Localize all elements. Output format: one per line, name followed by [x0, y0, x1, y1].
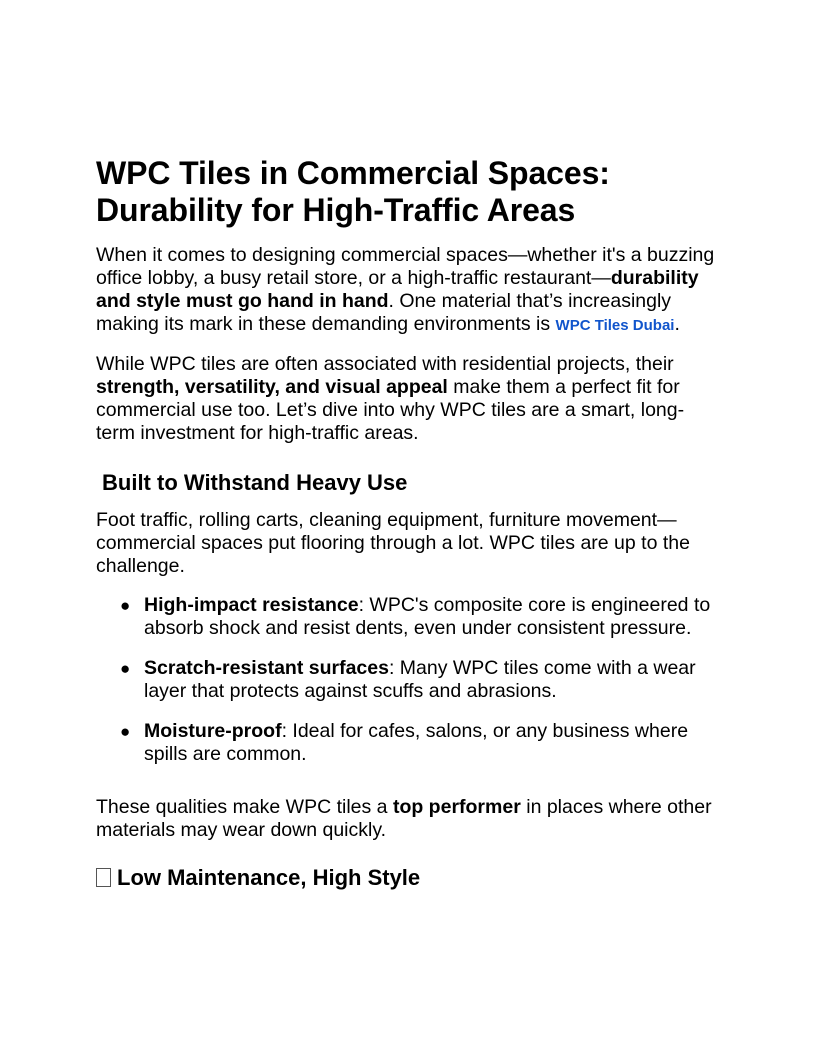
section-heading-heavy-use: Built to Withstand Heavy Use	[102, 470, 408, 495]
intro-bold-text: durability and style must go hand in hand	[96, 267, 699, 312]
wpc-tiles-dubai-link[interactable]: WPC Tiles Dubai	[555, 317, 675, 334]
closing-text-cont: in places where other materials may wear down quickly.	[96, 796, 712, 841]
list-item-text: : Many WPC tiles come with a wear layer that protects against scuffs and abrasions.	[144, 657, 696, 702]
list-item-bold: Moisture-proof	[144, 720, 282, 742]
missing-glyph-icon	[96, 868, 111, 887]
bullet-icon: ●	[120, 722, 131, 741]
feature-list	[96, 594, 720, 766]
second-bold-text: strength, versatility, and visual appeal	[96, 376, 448, 398]
document-page	[96, 155, 720, 904]
intro-end: .	[674, 313, 680, 335]
section1-lead: Foot traffic, rolling carts, cleaning equipment, furniture movement—commercial spaces put flooring through a lot. WPC tiles are up to the challenge.	[96, 509, 690, 577]
list-item-bold: High-impact resistance	[144, 594, 359, 616]
section-heading-low-maintenance	[96, 864, 720, 892]
section1-closing	[96, 796, 720, 842]
list-item-bold: Scratch-resistant surfaces	[144, 657, 389, 679]
intro-text: When it comes to designing commercial spaces—whether it's a buzzing office lobby, a busy retail store, or a high-traffic restaurant—	[96, 244, 715, 289]
list-item-text: : WPC's composite core is engineered to absorb shock and resist dents, even under consistent pressure.	[144, 594, 711, 639]
intro-text-cont: . One material that’s increasingly making its mark in these demanding environments is	[96, 290, 672, 335]
list-item-text: : Ideal for cafes, salons, or any business where spills are common.	[144, 720, 689, 765]
list-item	[120, 657, 720, 703]
list-item	[120, 720, 720, 766]
intro-paragraph	[96, 244, 720, 337]
section-heading-text: Low Maintenance, High Style	[117, 865, 421, 890]
second-text-cont: make them a perfect fit for commercial use too. Let’s dive into why WPC tiles are a smart, long-term investment for high-traffic areas.	[96, 376, 685, 444]
bullet-icon: ●	[120, 659, 131, 678]
list-item	[120, 594, 720, 640]
closing-text: These qualities make WPC tiles a	[96, 796, 393, 818]
bullet-icon: ●	[120, 596, 131, 615]
page-title: WPC Tiles in Commercial Spaces: Durability for High-Traffic Areas	[96, 155, 610, 228]
closing-bold-text: top performer	[392, 796, 521, 818]
second-paragraph	[96, 353, 720, 445]
second-text: While WPC tiles are often associated with residential projects, their	[96, 353, 674, 375]
